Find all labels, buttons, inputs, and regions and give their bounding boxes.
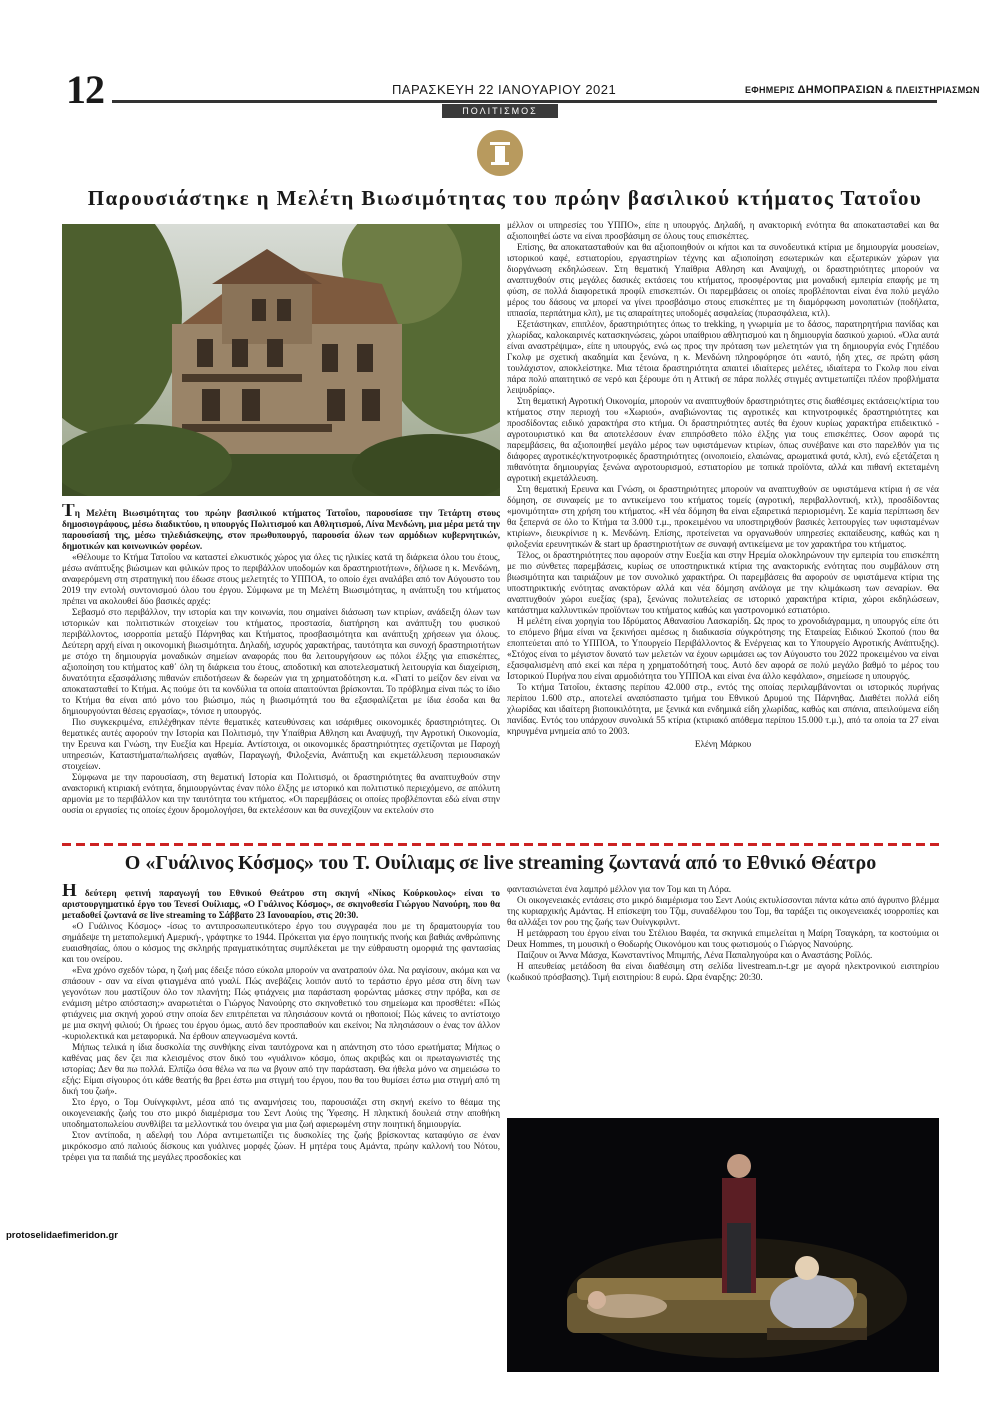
- header-rule: [112, 100, 937, 103]
- paragraph: «Ο Γυάλινος Κόσμος» -ίσως το αντιπροσωπευτικότερο έργο του συγγραφέα που με τη δραματουργία του σημάδεψε τη μεταπολεμική Αμερική-, γράφτηκε το 1944. Πρόκειται για έργο ποιητικής πνοής και βαθιάς ανθρώπινης ευαισθησίας, όπου ο κόσμος της σκληρής πραγματικότητας συμπλέκεται με την εύθραυστη ομορφιά της φαντασίας και του ονείρου.: [62, 921, 500, 964]
- dropcap: Η: [62, 884, 77, 901]
- paragraph: Πιο συγκεκριμένα, επιλέχθηκαν πέντε θεματικές κατευθύνσεις και ισάριθμες οικονομικές δραστηριότητες. Οι θεματικές αυτές αφορούν την Ιστορία και Πολιτισμό, την Υπαίθρια Αθληση και Αναψυχή, την Αγροτική Οικονομία, την Ερευνα και Γνώση, την Ευεξία και Ηρεμία. Αντίστοιχα, οι οικονομικές δραστηριότητες σχετίζονται με Παροχή υπηρεσιών, Καταστήματα/πωλήσεις αγαθών, Παραγωγή, Φιλοξενία, Ανάπτυξη και εκμετάλλευση περιουσιακών στοιχείων.: [62, 717, 500, 771]
- paragraph: Τέλος, οι δραστηριότητες που αφορούν στην Ευεξία και στην Ηρεμία ολοκληρώνουν την εμπειρία του επισκέπτη με πιο σύνθετες παρεμβάσεις, κυρίως σε υποστηρικτικά κτίρια της ανακτορικής ενότητας που συμβάλουν στη βιωσιμότητα και ταιριάζουν με τον συνολικό χαρακτήρα. Οι παρεμβάσεις θα αφορούν σε υφιστάμενα κτίρια της υποστηρικτικής ενότητας ανακτόρων αλλά και νέα δόμηση ανάλογα με την κλιμάκωση των σεναρίων. Θα αναπτυχθούν χώροι ευεξίας (spa), ξενώνας πολυτελείας σε ιστορικό χαρακτήρα κτίρια, χώροι εκδηλώσεων, κατάστημα καλλυντικών προϊόντων του κτήματος καθώς και γαστρονομικό εστιατόριο.: [507, 550, 939, 615]
- paragraph: φαντασιώνεται ένα λαμπρό μέλλον για τον Τομ και τη Λόρα.: [507, 884, 732, 894]
- article1-column-left: [62, 504, 500, 844]
- header-paper-name: [745, 84, 980, 96]
- paragraph: Επίσης, θα αποκατασταθούν και θα αξιοποιηθούν οι κήποι και τα συνοδευτικά κτίρια με δημιουργία μουσείων, ιστορικού καφέ, εστιατορίου, εργαστηρίων τέχνης και αξιοποίηση εσωτερικών και εξωτερικών χώρων για διοργάνωση εκδηλώσεων. Στη θεματική Υπαίθρια Αθληση και Αναψυχή, οι δραστηριότητες μπορούν να αναπτυχθούν στις μεγάλες δασικές εκτάσεις του κτήματος, προσφέροντας μια μοναδική εμπειρία επαφής με τη φύση, σε πολλά διαφορετικά προφίλ επισκεπτών. Οι παρεμβάσεις οι οποίες προβλέπονται είναι ένα πολύ μεγάλο μέρος του δάσους να μπορεί να γίνει προσβάσιμο στους επισκέπτες με τη διαμόρφωση μονοπατιών (ποδήλατα, ιππασία, περπάτημα κλπ), με τις απαραίτητες υποδομές ασφαλείας (πυρασφάλεια, κτλ).: [507, 242, 939, 318]
- paragraph: Εξετάστηκαν, επιπλέον, δραστηριότητες όπως το trekking, η γνωριμία με το δάσος, παρατηρητήρια πανίδας και χλωρίδας, καλοκαιρινές κατασκηνώσεις, χώροι υπαίθριου αθλητισμού και η δημιουργία δασικού χωριού. «Όλα αυτά είναι αναστρέψιμα», είπε η υπουργός, ενώ ως προς την πρόταση των μελετητών για τη δημιουργία ενός Γηπέδου Γκολφ με σχετική ακαδημία και ξενώνα, η κ. Μενδώνη πληροφόρησε ότι «αυτό, ήδη χτες, σε πρώτη φάση τουλάχιστον, αποκλείστηκε. Μια τέτοια δραστηριότητα απαιτεί ιδιαίτερες μελέτες, ιδιαίτερα το Γκολφ που είναι πάρα πολύ απαιτητικό σε νερό και ξέρουμε ότι η Αττική σε πάρα πολλές στιγμές αντιμετωπίζει πλέον προβλήματα λειψυδρίας».: [507, 319, 939, 395]
- paragraph: Οι οικογενειακές εντάσεις στο μικρό διαμέρισμα του Σεντ Λούις εκτυλίσσονται πάντα κάτω από άγρυπνο βλέμμα της κυριαρχικής Αμάντας. Η επίσκεψη του Τζιμ, συναδέλφου του Τομ, θα ταράξει τις οικογενειακές ισορροπίες και θα αλλάξει τον ρου της ζωής των Ουίνγκφιλντ.: [507, 895, 939, 927]
- dropcap: Τ: [62, 504, 75, 521]
- dashed-divider: [62, 843, 939, 846]
- article2-photo: [507, 1118, 939, 1372]
- article2-column-left: [62, 884, 500, 1386]
- paragraph: Το κτήμα Τατοΐου, έκτασης περίπου 42.000 στρ., εντός της οποίας περιλαμβάνονται οι ιστορικός πυρήνας περίπου 1.600 στρ., αποτελεί αναπόσπαστο τμήμα του Εθνικού Δρυμού της Πάρνηθας. Διαθέτει πολλά είδη χλωρίδας και ιδαίτερη βιοποικιλότητα, με ξενικά και ενδημικά είδη χλωρίδας, καθώς και σπάνια, απειλούμενα είδη πανίδας. Εντός του υπάρχουν συνολικά 55 κτίρια (κτιριακό απόθεμα περίπου 15.000 τ.μ.), από τα οποία τα 27 είναι κηρυγμένα μνημεία από το 2003.: [507, 682, 939, 736]
- watermark: protoselidaefimeridon.gr: [6, 1230, 118, 1241]
- paragraph: Παίζουν οι Άννα Μάσχα, Κωνσταντίνος Μπιμπής, Λένα Παπαληγούρα και ο Αναστάσης Ροϊλός.: [517, 950, 873, 960]
- article2-column-right: [507, 884, 939, 1114]
- article1-title: Παρουσιάστηκε η Μελέτη Βιωσιμότητας του πρώην βασιλικού κτήματος Τατοΐου: [87, 186, 923, 210]
- paragraph: Η απευθείας μετάδοση θα είναι διαθέσιμη στη σελίδα livestream.n-t.gr με αγορά ηλεκτρονικού εισιτηρίου (κωδικού πρόσβασης). Τιμή εισιτηρίου: 8 ευρώ. Ωρα έναρξης: 20:30.: [507, 961, 939, 982]
- paragraph: «Θέλουμε το Κτήμα Τατοΐου να καταστεί ελκυστικός χώρος για όλες τις ηλικίες κατά τη διάρκεια όλου του έτους, μέσω ανάπτυξης βιώσιμων και φιλικών προς το περιβάλλον υποδομών και δραστηριοτήτων», δήλωσε η κ. Μενδώνη, αναφερόμενη στη στρατηγική που έδωσε στους μελετητές το ΥΠΠΟΑ, το οποίο έχει αναλάβει από τον Αύγουστο του 2019 την εντολή συντονισμού όλου του έργου. Σύμφωνα με τη Μελέτη Βιωσιμότητας, η ανάπτυξη του κτήματος πρέπει να ακολουθεί δύο βασικές αρχές:: [62, 552, 500, 606]
- article2-title: Ο «Γυάλινος Κόσμος» του Τ. Ουίλιαμς σε live streaming ζωντανά από το Εθνικό Θέατρο: [124, 852, 877, 874]
- article1-lead: Τη Μελέτη Βιωσιμότητας του πρώην βασιλικού κτήματος Τατοΐου, παρουσίασε την Τετάρτη στους δημοσιογράφους, μέσω διαδικτύου, η υπουργός Πολιτισμού και Αθλητισμού, Λίνα Μενδώνη, μια μέρα μετά την παρουσίασή της, μέσω τηλεδιάσκεψης, στον πρωθυπουργό, παρουσία όλων των αρμόδιων κυβερνητικών, δημοτικών και κοινωνικών φορέων.: [62, 504, 500, 552]
- article1-column-right: [507, 220, 939, 845]
- paragraph: Στη θεματική Αγροτική Οικονομία, μπορούν να αναπτυχθούν δραστηριότητες στις διαθέσιμες εκτάσεις/κτίρια του κτήματος στην περιοχή του «Χωριού», αναβιώνοντας τις αγροτικές και κτηνοτροφικές δραστηριότητες και προσδίδοντας ειδικό χαρακτήρα στο κτήμα. Οι δραστηριότητες αυτές θα έχουν κυρίως χαρακτήρα επιδεικτικό - αγροτουριστικό και θα αποτελέσουν έναν επιπρόσθετο πόλο έλξης για τους επισκέπτες. Οσον αφορά τις παρεμβάσεις, θα αξιοποιηθεί μεγάλο μέρος των υφιστάμενων κτιρίων, όπως συνέβαινε και στο παρελθόν για τις διάφορες αγροτικές/κτηνοτροφικές δραστηριότητες (οινοποιείο, ελαιώνας, αρωματικά φυτά, κλπ), ενώ εξετάζεται η πιθανότητα δημιουργίας ξενώνα αγροτουρισμού, εστιατορίου με τοπικά προϊόντα, αλλά και πιθανή εκτεταμένη αγροτική εκμετάλλευση.: [507, 396, 939, 483]
- column-icon: [477, 130, 523, 176]
- paragraph: «Ενα χρόνο σχεδόν τώρα, η ζωή μας έδειξε πόσο εύκολα μπορούν να ανατραπούν όλα. Να ραγίσουν, ακόμα και να σπάσουν - σαν να είναι φτιαγμένα από γυαλί. Πώς ανεβάζεις λοιπόν αυτό το τεράστιο έργο μέσα στη δίνη των γεγονότων που μαστίζουν όλο τον πλανήτη; Πώς φτιάχνεις μια παράσταση φορώντας μάσκες στην πρόβα, και σε ενάμιση μέτρο απόσταση;» αναρωτιέται ο Γιώργος Νανούρης στο σκηνοθετικό του σημείωμα και προσθέτει: «Πώς φτιάχνεις μια σκηνή χορού στην οποία δεν επιτρέπεται να πλησιάσουν κοντά οι ηθοποιοί; Πώς κάνεις το αντίστοιχο με μια σκηνή φιλιού; Οι ήρωες του έργου όμως, αυτό δεν προσπαθούν και εκείνοι; Να πλησιάσουν ο ένας τον άλλον -κυριολεκτικά και μεταφορικά. Να έρθουν απεγνωσμένα κοντά.: [62, 965, 500, 1041]
- paragraph: Σύμφωνα με την παρουσίαση, στη θεματική Ιστορία και Πολιτισμό, οι δραστηριότητες θα αναπτυχθούν στην ανακτορική κτιριακή ενότητα, δημιουργώντας έναν πόλο έλξης με ιστορικό και πολιτιστικό περιεχόμενο, σε απόλυτη αρμονία με το περιβάλλον και την ταυτότητα του κτήματος. «Οι παρεμβάσεις οι οποίες προβλέπονται εδώ είναι στην ουσία οι εργασίες τις οποίες έχουν δρομολογήσει, θα εκτελέσουν και θα συνεχίζουν να εκτελούν στο: [62, 772, 500, 815]
- article1-photo: [62, 224, 500, 496]
- paragraph: Στη θεματική Ερευνα και Γνώση, οι δραστηριότητες μπορούν να αναπτυχθούν σε υφιστάμενα κτίρια ή σε νέα δόμηση, σε συναφείς με το αντικείμενο του κτήματος τομείς (αγροτική, περιβαλλοντική, κτλ), προσδίδοντας «μονιμότητα» στη χρήση του κτήματος. «Η νέα δόμηση θα είναι εξαιρετικά περιορισμένη. Σε καμία περίπτωση δεν θα ξεπερνά σε όλο το Κτήμα τα 3.000 τ.μ., προκειμένου να υποστηριχθούν βασικές λειτουργίες των υφισταμένων κτιρίων», διευκρίνισε η κ. Μενδώνη. Επίσης, προτείνεται να οργανωθούν υπηρεσίες εκπαίδευσης, καθώς και η φιλοξενία ερευνητικών & start up δραστηριοτήτων σε συναφή αντικείμενα με τον χαρακτήρα του κτήματος.: [507, 484, 939, 549]
- paragraph: Στον αντίποδα, η αδελφή του Λόρα αντιμετωπίζει τις δυσκολίες της ζωής βρίσκοντας καταφύγιο σε έναν μικρόκοσμο από παλιούς δίσκους και γυάλινες μορφές ζώων. Η μητέρα τους Αμάντα, πρώην καλλονή του Νότου, τρέφει για τα παιδιά της μεγάλες προσδοκίες και: [62, 1130, 500, 1162]
- paragraph: Η μετάφραση του έργου είναι του Στέλιου Βαφέα, τα σκηνικά επιμελείται η Μαίρη Τσαγκάρη, τα κοστούμια οι Deux Hommes, τη μουσική ο Θοδωρής Οικονόμου και τους φωτισμούς ο Γιώργος Νανούρης.: [507, 928, 939, 949]
- paper-suffix: & ΠΛΕΙΣΤΗΡΙΑΣΜΩΝ: [886, 85, 980, 95]
- page-number: 12: [66, 67, 104, 112]
- section-tag: ΠΟΛΙΤΙΣΜΟΣ: [442, 104, 558, 118]
- paragraph: Η μελέτη είναι χορηγία του Ιδρύματος Αθανασίου Λασκαρίδη. Ως προς το χρονοδιάγραμμα, η υπουργός είπε ότι το επόμενο βήμα είναι να ξεκινήσει αμέσως η διαδικασία σύγκρότησης της Εταιρείας Ειδικού Σκοπού (που θα εποπτεύεται από το ΥΠΠΟΑ, το Υπουργείο Περιβάλλοντος & Ενέργειας και το Υπουργείο Αγροτικής Ανάπτυξης). «Στόχος είναι το μέγιστον δυνατό των μελετών να έχουν ωριμάσει ως τον Αύγουστο του 2022 προκειμένου να είναι εξασφαλισμένη από εκεί και πέρα η χρηματοδότησή τους. Αυτό δεν αφορά σε πολύ μεγάλο βαθμό το μέρος του Ιστορικού Πυρήνα που είναι αρμοδιότητα του ΥΠΠΟΑ και είναι ένα άλλο κεφάλαιο», σημείωσε η υπουργός.: [507, 616, 939, 681]
- paragraph: Στο έργο, ο Τομ Ουίνγκφιλντ, μέσα από τις αναμνήσεις του, παρουσιάζει στη σκηνή εκείνο το θέαμα της οικογενειακής ζωής του στο μικρό διαμέρισμα του Σεντ Λούις της Ύφεσης. Η πληκτική δουλειά στην αποθήκη υποδηματοπωλείου συνθλίβει τα μελλοντικά του όνειρα για μια ζωή αφιερωμένη στην ποιητική δημιουργία.: [62, 1097, 500, 1129]
- paper-prefix: ΕΦΗΜΕΡΙΣ: [745, 85, 795, 95]
- byline: Ελένη Μάρκου: [694, 739, 752, 749]
- article2-lead: Η δεύτερη φετινή παραγωγή του Εθνικού Θεάτρου στη σκηνή «Νίκος Κούρκουλος» είναι το αριστουργηματικό έργο του Τενεσί Ουίλιαμς, «Ο Γυάλινος Κόσμος», σε σκηνοθεσία Γιώργου Νανούρη, που θα μεταδοθεί ζωντανά σε live streaming το Σάββατο 23 Ιανουαρίου, στις 20:30.: [62, 884, 500, 921]
- header-date: ΠΑΡΑΣΚΕΥΗ 22 ΙΑΝΟΥΑΡΙΟΥ 2021: [392, 82, 617, 97]
- paragraph: Σεβασμό στο περιβάλλον, την ιστορία και την κοινωνία, που σημαίνει διάσωση των κτιρίων, ανάδειξη όλων των ιστορικών και πολιτιστικών στοιχείων του κτήματος, προστασία, διατήρηση και ανάπτυξη του φυσικού περιβάλλοντος, ισορροπία μεταξύ Πάρνηθας και Κτήματος, προσβασιμότητα και ανάπτυξη χρήσεων για όλους. Δεύτερη αρχή είναι η οικονομική βιωσιμότητα. Δηλαδή, ισχυρός χαρακτήρας, ταυτότητα και συνοχή δραστηριοτήτων με στόχο τη δημιουργία μοναδικών σημείων αναφοράς που θα λειτουργήσουν ως πόλοι έλξης για επισκέπτες, αξιοποίηση του κτήματος καθ΄ όλη τη διάρκεια του έτους, αποδοτική και αποτελεσματική λειτουργία και διαχείριση, δυνατότητα εξασφάλισης πιθανών επιδοτήσεων & δωρεών για τη χρηματοδότηση κ.α. «Γιατί το μείζον δεν είναι να αποκατασταθεί το Κτήμα. Ας πούμε ότι τα κονδύλια τα οποία απαιτούνται βρίσκονται. Το πρόβλημα είναι πώς το ίδιο το Κτήμα θα είναι από μόνο του βιώσιμο, πώς η βιωσιμότητά του θα εξασφαλίζεται με ίδια έσοδα και θα δημιουργούνται θέσεις εργασίας», τόνισε η υπουργός.: [62, 607, 500, 716]
- paper-name: ΔΗΜΟΠΡΑΣΙΩΝ: [797, 84, 884, 96]
- paragraph: Μήπως τελικά η ίδια δυσκολία της συνθήκης είναι ταυτόχρονα και η απάντηση στο τόσο ερωτήματα; Μήπως ο καθένας μας δεν ζει πια κλεισμένος στον δικό του «γυάλινο» κόσμο, όπως ακριβώς και οι πρωταγωνιστές της ιστορίας; Δεν θα πω πολλά. Ελπίζω όσα θέλω να πω να βγουν από την παράσταση. Θα ήθελα μόνο να σημειώσω το εξής: Είμαι σίγουρος ότι κάθε θεατής θα βρει έστω μια στιγμή του έργου, που θα του θυμίσει έστω μια στιγμή από τη δική του ζωή».: [62, 1042, 500, 1096]
- paragraph: μέλλον οι υπηρεσίες του ΥΠΠΟ», είπε η υπουργός. Δηλαδή, η ανακτορική ενότητα θα αποκατασταθεί και θα αξιοποιηθεί ώστε να είναι προσβάσιμη σε όλους τους επισκέπτες.: [507, 220, 939, 241]
